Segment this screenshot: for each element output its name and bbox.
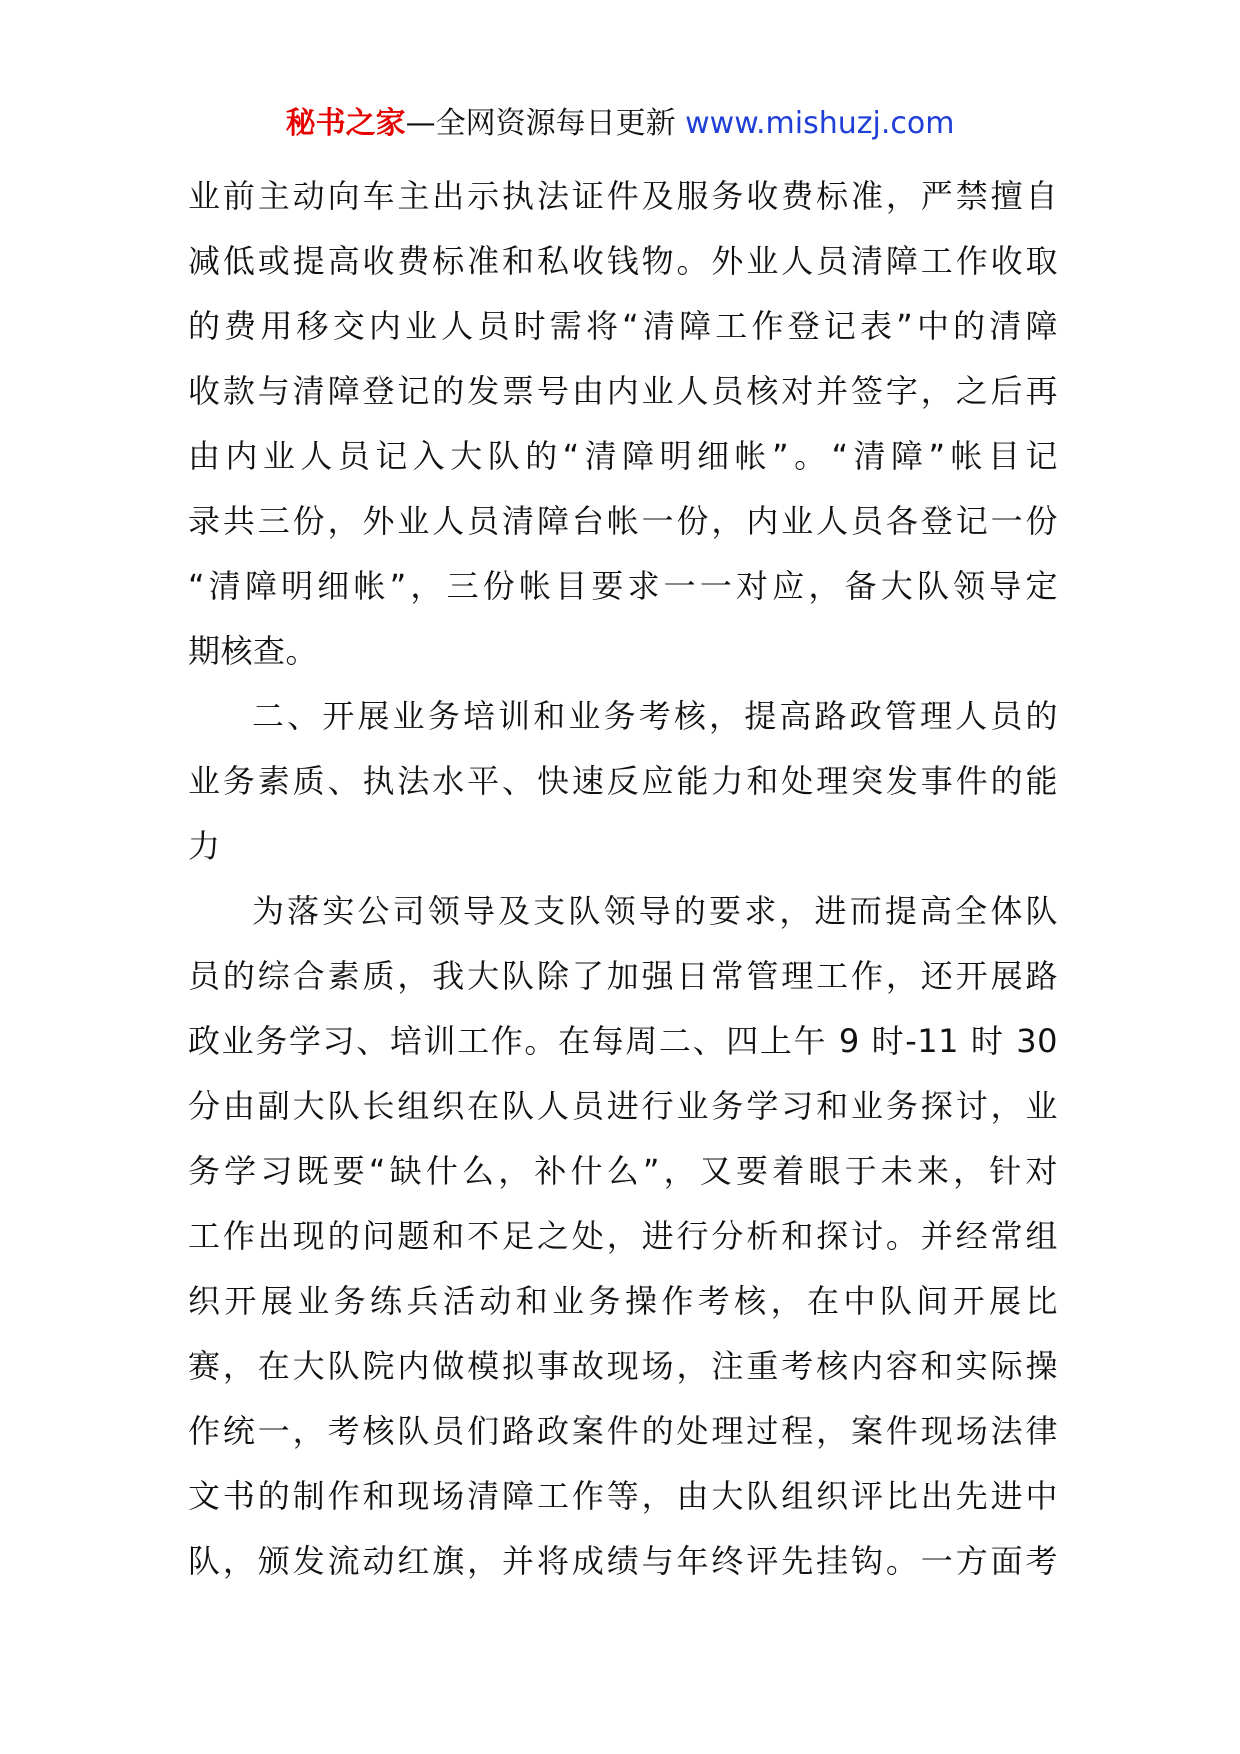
text-line: 文书的制作和现场清障工作等，由大队组织评比出先进中 bbox=[188, 1477, 1058, 1515]
text-line: 队，颁发流动红旗，并将成绩与年终评先挂钩。一方面考 bbox=[188, 1542, 1058, 1580]
text-line: 减低或提高收费标准和私收钱物。外业人员清障工作收取 bbox=[188, 242, 1058, 280]
section-heading-line: 二、开展业务培训和业务考核，提高路政管理人员的 bbox=[252, 697, 1058, 735]
page-header bbox=[0, 104, 1240, 144]
text-line: 录共三份，外业人员清障台帐一份，内业人员各登记一份 bbox=[188, 502, 1058, 540]
section-heading-line: 力 bbox=[188, 827, 221, 865]
document-body bbox=[188, 164, 1058, 1594]
text-line: 为落实公司领导及支队领导的要求，进而提高全体队 bbox=[252, 892, 1058, 930]
text-line: 收款与清障登记的发票号由内业人员核对并签字，之后再 bbox=[188, 372, 1058, 410]
text-line: 员的综合素质，我大队除了加强日常管理工作，还开展路 bbox=[188, 957, 1058, 995]
text-line: 赛，在大队院内做模拟事故现场，注重考核内容和实际操 bbox=[188, 1347, 1058, 1385]
website-link[interactable]: www.mishuzj.com bbox=[685, 106, 955, 141]
text-line: 务学习既要“缺什么，补什么”，又要着眼于未来，针对 bbox=[188, 1152, 1058, 1190]
text-line: 分由副大队长组织在队人员进行业务学习和业务探讨，业 bbox=[188, 1087, 1058, 1125]
text-line: “清障明细帐”，三份帐目要求一一对应，备大队领导定 bbox=[188, 567, 1058, 605]
brand-name: 秘书之家 bbox=[285, 106, 406, 141]
text-line: 织开展业务练兵活动和业务操作考核，在中队间开展比 bbox=[188, 1282, 1058, 1320]
text-line: 政业务学习、培训工作。在每周二、四上午 9 时-11 时 30 bbox=[188, 1022, 1058, 1060]
text-line: 工作出现的问题和不足之处，进行分析和探讨。并经常组 bbox=[188, 1217, 1058, 1255]
text-line: 的费用移交内业人员时需将“清障工作登记表”中的清障 bbox=[188, 307, 1058, 345]
text-line: 期核查。 bbox=[188, 632, 319, 670]
text-line: 由内业人员记入大队的“清障明细帐”。“清障”帐目记 bbox=[188, 437, 1058, 475]
header-slogan: —全网资源每日更新 bbox=[405, 106, 676, 141]
section-heading-line: 业务素质、执法水平、快速反应能力和处理突发事件的能 bbox=[188, 762, 1058, 800]
text-line: 作统一，考核队员们路政案件的处理过程，案件现场法律 bbox=[188, 1412, 1058, 1450]
text-line: 业前主动向车主出示执法证件及服务收费标准，严禁擅自 bbox=[188, 177, 1058, 215]
